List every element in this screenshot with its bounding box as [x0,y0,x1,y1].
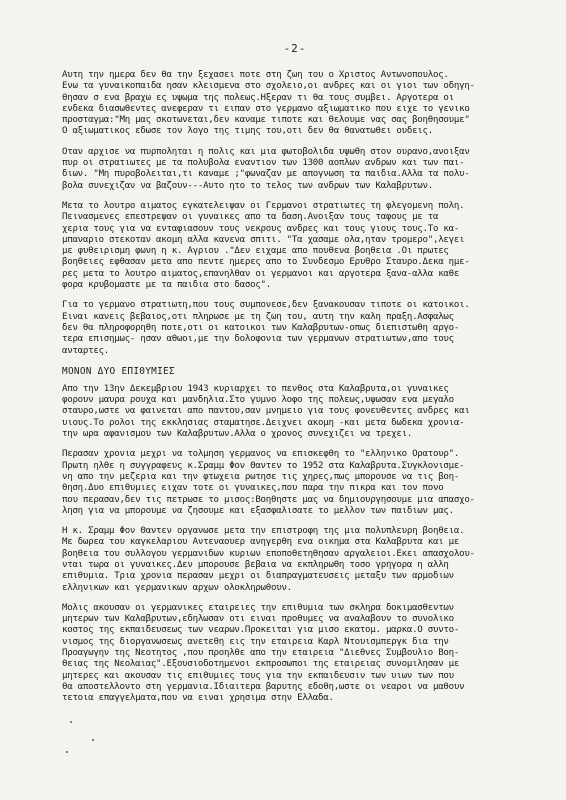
text-line: νη απο την μεζερια και την φτωχεια ρωτησε τις χηρες,πως μπορουσε να τις βοη- [62,471,460,482]
paragraph [62,603,528,705]
text-line: Αυτη την ημερα δεν θα την ξεχασει ποτε στη ζωη του ο Χριστος Αντωνοπουλος. [62,70,449,80]
speck [70,721,72,723]
text-line: Για το γερμανο στρατιωτη,που τους συμπονεσε,δεν ξανακουσαν τιποτε οι κατοικοι. [62,300,470,311]
text-line: δεν θα πληροφορηθη ποτε,οτι οι κατοικοι των Καλαβρυτων-οπως διεπιστωθη αργο- [62,322,460,333]
text-line: που περασαν,δεν τις πετρωσε το μισος:Βοηθηστε μας να δημιουργησουμε μια απασχο- [62,494,475,505]
text-line: μπαναριο στεκοταν ακομη αλλα κανενα σπιτι. "Τα χασαμε ολα,ηταν τρομερο",λεγει [62,234,465,245]
paragraph [62,384,528,440]
text-line: ρες μετα το λουτρο αιματος,επανηλθαν οι γερμανοι και αργοτερα ξανα-αλλα καθε [62,268,460,279]
text-line: νται τωρα οι γυναικες.Δεν μπορουσε βεβαια να εκπληρωθη τοσο γρηγορα η αλλη [62,559,449,570]
text-line: Περασαν χρονια μεχρι να τολμηση γερμανος να επισκεφθη το "ελληνικο Ορατουρ". [62,449,460,460]
text-line: θηση.Δυο επιθυμιες ειχαν τοτε οι γυναικες,που παρα την πικρα και τον πονο [62,483,444,494]
text-line: κοστος της εκπαιδευσεως των νεαρων.Προκειται για μισο εκατομ. μαρκα.Ο συντο- [62,625,460,636]
text-line: θειας της Νεολαιας".Εξουσιοδοτημενοι εκπροσωποι της εταιρειας συνομιλησαν με [62,659,460,670]
text-line: βολα συνεχιζαν να βαζουν---Αυτο ητο το τελος των ανδρων των Καλαβρυτων. [62,180,433,191]
text-line: μητερων των Καλαβρυτων,εδηλωσαν οτι ειναι προθυμες να αναλαβουν το συνολικο [62,614,454,625]
text-line: πυρ οι στρατιωτες με τα πολυβολα εναντιον των 1300 αοπλων ανδρων και των παι- [62,158,465,169]
paragraph [62,147,528,192]
text-line: Οταν αρχισε να πυρποληται η πολις και μια φωτοβολιδα υψωθη στον ουρανο,ανοιξαν [62,146,470,157]
text-line: επιθυμια. Τρια χρονια περασαν μεχρι οι διαπραγματευσεις μεταξυ των αρμοδιων [62,571,454,582]
text-line: θα αποστελλοντο στη γερμανια.Ιδιαιτερα βαρυτης εδοθη,ωστε οι νεαροι να μαθουν [62,681,465,692]
text-line: θησαν σ ενα βραχω ες υψωμα της πολεως.Ηξεραν τι θα τους συμβει. Αργοτερα οι [62,92,454,103]
text-line: νισμος της διοργανωσεως ανετεθη εις την εταιρεια Καρλ Ντουισμπεργκ δια την [62,636,449,647]
text-line: τετοια επαγγελματα,που να ειναι χρησιμα στην Ελλαδα. [62,693,334,704]
text-line: Απο την 13ην Δεκεμβριου 1943 κυριαρχει το πενθος στα Καλαβρυτα,οι γυναικες [62,383,449,394]
text-line: Ενω τα γυναικοπαιδα ησαν κλεισμενα στο σχολειο,οι ανδρες και οι γιοι των οδηγη- [62,81,475,92]
text-line: ανταρτες. [62,345,110,356]
text-line: Μετα το λουτρο αιματος εγκατελειψαν οι Γερμανοι στρατιωτες τη φλεγομενη πολη. [62,200,465,211]
text-line: φορουν μαυρα ρουχα και μανδηλια.Στο γυμνο λοφο της πολεως,υψωσαν ενα μεγαλο [62,395,454,406]
text-line: Η κ. Σραμμ Φον Θαντεν οργανωσε μετα την επιστροφη της μια πολυπλευρη βοηθεια. [62,526,465,537]
text-line: διων. "Μη πυροβολειται,τι καναμε ;"φωναζαν με απογνωση τα παιδια.Αλλα τα πολυ- [62,169,470,180]
text-line: υιους.Το ρολοι της εκκλησιας σταματησε.Δειχνει ακομη -και μετα δωδεκα χρονια- [62,417,465,428]
paragraph [62,449,528,517]
text-line: προσταγμα:"Μη μας σκοτωνεται,δεν καναμε τιποτε και θελουμε νας σας βοηθησουμε" [62,115,470,126]
text-line: σταυρο,ωστε να φαινεται απο παντου,σαν μνημειο για τους φονευθεντες ανδρες και [62,406,470,417]
speck [92,739,94,741]
text-line: ενδεκα διασωθεντες ανεφεραν τι ειπαν στο γερμανο αξιωματικο που ειχε το γενικο [62,103,470,114]
speck [66,751,68,753]
text-line: Ειναι κανεις βεβαιος,οτι πληρωσε με τη ζωη του, αυτη την καλη πραξη.Ασφαλως [62,311,454,322]
text-line: Πεινασμενες επεστρεψαν οι γυναικες απο τα δαση.Ανοιξαν τους ταφους με τα [62,212,439,223]
section-heading: ΜΟΝΟΝ ΔΥΟ ΕΠΙΘΥΜΙΕΣ [62,365,175,377]
text-line: φορα κρυβομαστε με τα παιδια στο δασος". [62,280,271,291]
text-line: Μολις ακουσαν οι γερμανικες εταιρειες την επιθυμια των σκληρα δοκιμασθεντων [62,602,454,613]
paragraph [62,201,528,291]
document-body [62,70,528,705]
paragraph [62,300,528,356]
paragraph [62,70,528,138]
text-line: Ο αξιωματικος εδωσε τον λογο της τιμης του,οτι δεν θα θανατωθει ουδεις. [62,126,433,137]
text-line: τερα επισημως- ησαν αθωοι,με την δολοφονια των γερμανων στρατιωτων,απο τους [62,334,454,345]
text-line: με φυθειρισμη φωνη η κ. Αγριου ."Δεν ειχαμε απο πουθενα βοηθεια .Οι πρωτες [62,246,449,257]
scan-specks [62,717,528,747]
text-line: Προαγωγην της Νεοτητος ,που προηλθε απο την εταιρεια "Διεθνες Συμβουλιο Βοη- [62,648,460,659]
text-line: την ωρα αφανισμου των Καλαβρυτων.Αλλα ο χρονος συνεχιζει να τρεχει. [62,429,413,440]
text-line: βοηθειες εφθασαν μετα απο πεντε ημερες απο το Συνδεσμο Ερυθρο Σταυρο.Δεκα ημε- [62,257,470,268]
text-line: χερια τους για να ενταφιασουν τους νεκρους ανδρες και τους γιους τους.Το κα- [62,223,460,234]
page-number: -2- [283,42,307,55]
text-line: Με δωρεα του καγκελαριου Αντεναουερ ανηγερθη ενα οικημα στα Καλαβρυτα και με [62,537,460,548]
paragraph [62,526,528,594]
text-line: μητερες και ακουσαν τις επιθυμιες τους για την εκπαιδευσιν των υιων των που [62,670,454,681]
text-line: Πρωτη ηλθε η συγγραφευς κ.Σραμμ Φον Θαντεν το 1952 στα Καλαβρυτα.Συγκλονισμε- [62,460,465,471]
text-line: ληση για να μπορουμε να ζησουμε και εξασφαλισατε το μελλον των παιδιων μας. [62,505,454,516]
text-line: βοηθεια του συλλογου γερμανιδων κυριων εποποθετηθησαν αργαλειοι.Εκει απασχολου- [62,548,475,559]
text-line: ελληνικων και γερμανικων αρχων ολοκληρωθουν. [62,582,292,593]
